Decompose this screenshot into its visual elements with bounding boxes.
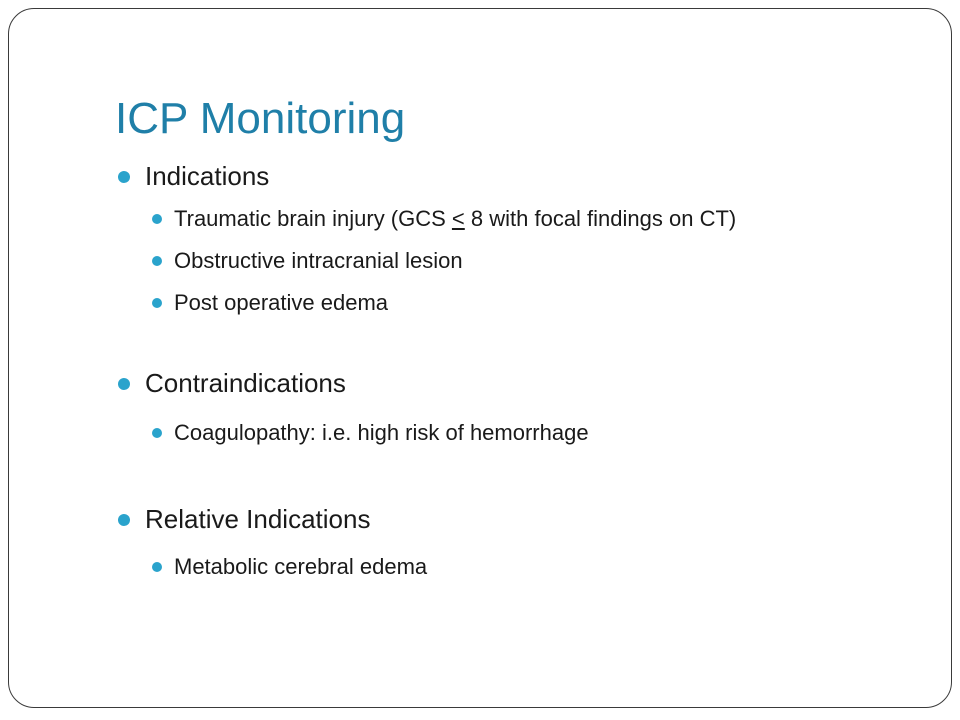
section-heading-label: Indications xyxy=(145,161,270,191)
list-item-post-operative-edema xyxy=(174,289,388,317)
list-item-traumatic-brain-injury xyxy=(174,205,736,233)
bullet-icon xyxy=(118,378,130,390)
list-item-coagulopathy xyxy=(174,419,589,447)
bullet-icon xyxy=(118,171,130,183)
section-heading-indications xyxy=(145,160,269,192)
section-heading-label: Contraindications xyxy=(145,368,346,398)
section-heading-relative-indications xyxy=(145,503,370,535)
section-heading-label: Relative Indications xyxy=(145,504,371,534)
section-heading-contraindications xyxy=(145,367,346,399)
list-item-text: Coagulopathy: i.e. high risk of hemorrhage xyxy=(174,420,589,445)
bullet-icon xyxy=(152,298,162,308)
bullet-icon xyxy=(118,514,130,526)
list-item-text: Post operative edema xyxy=(174,290,389,315)
bullet-list xyxy=(9,9,951,707)
bullet-icon xyxy=(152,256,162,266)
slide-frame xyxy=(8,8,952,708)
bullet-icon xyxy=(152,214,162,224)
less-than-or-equal-symbol: < xyxy=(451,206,465,231)
list-item-text-before: Traumatic brain injury (GCS xyxy=(174,206,452,231)
list-item-metabolic-cerebral-edema xyxy=(174,553,427,581)
bullet-icon xyxy=(152,428,162,438)
slide-title: ICP Monitoring xyxy=(115,94,406,143)
bullet-icon xyxy=(152,562,162,572)
list-item-text: Obstructive intracranial lesion xyxy=(174,248,463,273)
list-item-obstructive-lesion xyxy=(174,247,463,275)
list-item-text-after: 8 with focal findings on CT) xyxy=(464,206,737,231)
list-item-text: Metabolic cerebral edema xyxy=(174,554,428,579)
